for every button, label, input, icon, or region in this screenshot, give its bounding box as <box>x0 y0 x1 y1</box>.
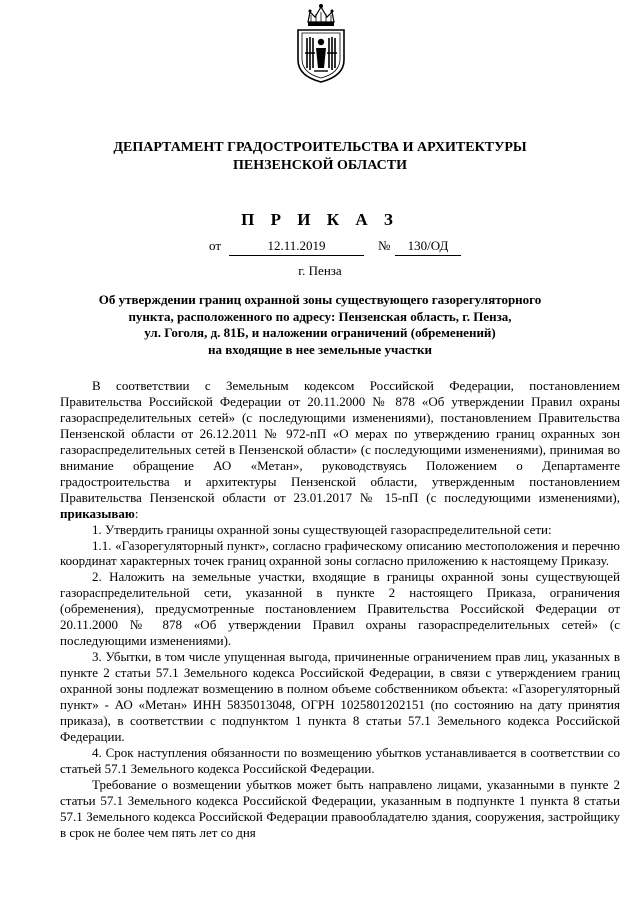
paragraph-item-3: 3. Убытки, в том числе упущенная выгода, причиненные ограничением прав лиц, указанных в пункте 2 статьи 57.1 Земельного кодекса Российской Федерации, в связи с утверждением границ охранной зоны подлежат возмещению в полном объеме собственником объекта: «Газорегуляторный пункт» - АО «Метан» ИНН 5835013048, ОГРН 1025801202151 (по состоянию на дату принятия приказа), в соответствии с подпунктом 1 пункта 8 статьи 57.1 Земельного кодекса Российской Федерации. <box>60 649 620 744</box>
document-type-title: П Р И К А З <box>241 210 399 229</box>
paragraph-item-2: 2. Наложить на земельные участки, входящие в границы охранной зоны существующей газораспределительной сети, указанной в пункте 2 настоящего Приказа, ограничения (обременения), предусмотренные постановлением Правительства Российской Федерации от 20.11.2000 № 878 «Об утверждении Правил охраны газораспределительных сетей» (с последующими изменениями). <box>60 569 620 649</box>
date-prefix: от <box>209 238 222 253</box>
number-prefix: № <box>378 238 391 253</box>
preamble-text: В соответствии с Земельным кодексом Российской Федерации, постановлением Правительства Российской Федерации от 20.11.2000 № 878 «Об утверждении Правил охраны газораспределительных сетей» (с последующими изменениями), постановлением Правительства Пензенской области от 26.12.2011 № 972-пП «О мерах по утверждению границ охранных зон газораспределительных сетей в Пензенской области» (с последующими изменениями), принимая во внимание обращение АО «Метан», руководствуясь Положением о Департаменте градостроительства и архитектуры Пензенской области, утвержденным постановлением Правительства Пензенской области от 23.01.2017 № 15-пП (с последующими изменениями), <box>60 378 620 505</box>
subject-line: пункта, расположенного по адресу: Пензенская область, г. Пенза, <box>128 308 512 324</box>
city-name: г. Пенза <box>298 263 342 278</box>
preamble-colon: : <box>134 505 139 521</box>
department-title-line2: ПЕНЗЕНСКОЙ ОБЛАСТИ <box>233 158 407 173</box>
paragraph-item-1-1: 1.1. «Газорегуляторный пункт», согласно графическому описанию местоположения и перечню координат характерных точек границ охранной зоны согласно приложению к настоящему Приказу. <box>60 537 620 569</box>
subject-line: Об утверждении границ охранной зоны существующего газорегуляторного <box>98 292 542 307</box>
order-date: 12.11.2019 <box>229 238 364 256</box>
penza-coat-of-arms-icon <box>294 2 348 84</box>
order-subject <box>60 292 580 358</box>
paragraph-item-1: 1. Утвердить границы охранной зоны существующей газораспределительной сети: <box>92 521 552 537</box>
subject-line: на входящие в нее земельные участки <box>208 341 432 357</box>
subject-line: ул. Гоголя, д. 81Б, и наложении ограничений (обременений) <box>144 325 496 340</box>
order-keyword: приказываю <box>60 505 135 521</box>
paragraph-item-4: 4. Срок наступления обязанности по возмещению убытков устанавливается в соответствии со статьей 57.1 Земельного кодекса Российской Федерации. <box>60 744 620 776</box>
order-body <box>60 378 620 841</box>
paragraph-preamble <box>60 378 620 522</box>
department-title-line1: ДЕПАРТАМЕНТ ГРАДОСТРОИТЕЛЬСТВА И АРХИТЕКТУРЫ <box>113 140 527 155</box>
order-number: 130/ОД <box>395 238 461 256</box>
paragraph-claims: Требование о возмещении убытков может быть направлено лицами, указанными в пункте 2 статьи 57.1 Земельного кодекса Российской Федерации, указанным в подпункте 1 пункта 8 статьи 57.1 Земельного кодекса Российской Федерации правообладателю здания, сооружения, застройщику в срок не более чем пять лет со дня <box>60 776 620 840</box>
